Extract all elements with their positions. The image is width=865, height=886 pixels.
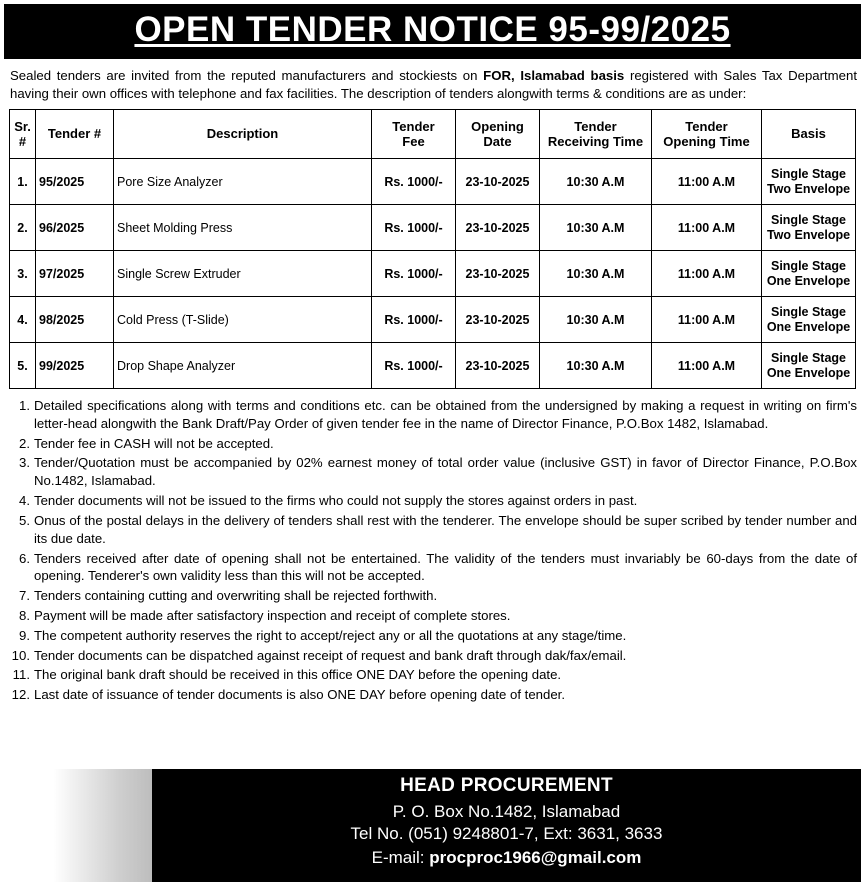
cell-opening-time: 11:00 A.M [652, 159, 762, 205]
tender-table [9, 109, 856, 389]
list-item: Tender fee in CASH will not be accepted. [34, 435, 274, 451]
col-header-rtime-line2: Receiving Time [547, 134, 644, 150]
footer-email-address[interactable]: procproc1966@gmail.com [429, 847, 642, 867]
cell-basis-line1: Single Stage [770, 258, 847, 273]
cell-date: 23-10-2025 [456, 297, 540, 343]
table-row [10, 205, 856, 251]
cell-fee: Rs. 1000/- [372, 251, 456, 297]
cell-sr: 3. [10, 251, 36, 297]
cell-description: Pore Size Analyzer [114, 159, 372, 205]
list-item: Tender documents will not be issued to the firms who could not supply the stores against orders in past. [34, 493, 638, 509]
col-header-fee-line1: Tender [392, 118, 435, 134]
page-title: OPEN TENDER NOTICE 95-99/2025 [134, 10, 731, 49]
cell-tender-no: 99/2025 [36, 343, 114, 389]
col-header-sr-line1: Sr. [14, 118, 31, 134]
tender-table-body [10, 159, 856, 389]
cell-basis-line2: One Envelope [766, 365, 851, 380]
cell-fee: Rs. 1000/- [372, 297, 456, 343]
col-header-date-line2: Date [483, 134, 512, 150]
list-item: The competent authority reserves the right to accept/reject any or all the quotations at any stage/time. [34, 627, 627, 643]
cell-basis-line1: Single Stage [770, 304, 847, 319]
cell-opening-time: 11:00 A.M [652, 343, 762, 389]
cell-receiving-time: 10:30 A.M [540, 343, 652, 389]
footer-section [0, 769, 865, 886]
cell-fee: Rs. 1000/- [372, 205, 456, 251]
list-item: Tenders containing cutting and overwriting shall be rejected forthwith. [34, 588, 438, 604]
cell-basis [762, 343, 856, 389]
intro-text-bold: FOR, Islamabad basis [483, 68, 625, 84]
cell-basis-line1: Single Stage [770, 166, 847, 181]
col-header-sr-line2: # [18, 134, 27, 150]
cell-basis [762, 205, 856, 251]
cell-fee: Rs. 1000/- [372, 159, 456, 205]
cell-basis-line2: Two Envelope [766, 227, 851, 242]
col-header-sr [10, 110, 36, 159]
cell-date: 23-10-2025 [456, 251, 540, 297]
intro-paragraph [0, 59, 865, 106]
col-header-basis: Basis [762, 110, 856, 159]
cell-basis-line2: One Envelope [766, 319, 851, 334]
col-header-fee [372, 110, 456, 159]
col-header-tender-no: Tender # [36, 110, 114, 159]
col-header-receiving-time [540, 110, 652, 159]
contact-block [152, 769, 861, 882]
col-header-date [456, 110, 540, 159]
table-row [10, 159, 856, 205]
list-item: Tenders received after date of opening shall not be entertained. The validity of the tenders must invariably be 60-days from the date of opening. Tenderer's own validity less than this will not be accepted. [34, 550, 857, 584]
footer-heading: HEAD PROCUREMENT [400, 775, 613, 796]
table-row [10, 251, 856, 297]
notice-title-bar [4, 4, 861, 59]
cell-basis [762, 159, 856, 205]
cell-description: Sheet Molding Press [114, 205, 372, 251]
tender-table-header [10, 110, 856, 159]
cell-tender-no: 95/2025 [36, 159, 114, 205]
cell-receiving-time: 10:30 A.M [540, 205, 652, 251]
col-header-fee-line2: Fee [402, 134, 425, 150]
cell-sr: 5. [10, 343, 36, 389]
intro-text-part1: Sealed tenders are invited from the reputed manufacturers and stockiests on [10, 68, 484, 84]
list-item: The original bank draft should be received in this office ONE DAY before the opening date. [34, 667, 562, 683]
table-header-row [10, 110, 856, 159]
cell-basis [762, 251, 856, 297]
col-header-date-line1: Opening [471, 118, 524, 134]
cell-opening-time: 11:00 A.M [652, 251, 762, 297]
cell-sr: 1. [10, 159, 36, 205]
cell-description: Single Screw Extruder [114, 251, 372, 297]
col-header-otime-line2: Opening Time [663, 134, 750, 150]
cell-fee: Rs. 1000/- [372, 343, 456, 389]
cell-basis [762, 297, 856, 343]
footer-phone: Tel No. (051) 9248801-7, Ext: 3631, 3633 [350, 824, 663, 844]
cell-basis-line2: One Envelope [766, 273, 851, 288]
list-item: Payment will be made after satisfactory inspection and receipt of complete stores. [34, 607, 511, 623]
list-item: Detailed specifications along with terms and conditions etc. can be obtained from the undersigned by making a request in writing on firm's letter-head alongwith the Bank Draft/Pay Order of given tender fee in the name of Director Finance, P.O.Box 1482, Islamabad. [34, 398, 857, 431]
table-row [10, 343, 856, 389]
terms-conditions-list [0, 397, 865, 704]
table-row [10, 297, 856, 343]
cell-receiving-time: 10:30 A.M [540, 159, 652, 205]
cell-receiving-time: 10:30 A.M [540, 297, 652, 343]
footer-email-label: E-mail: [371, 847, 430, 867]
cell-tender-no: 97/2025 [36, 251, 114, 297]
footer-address: P. O. Box No.1482, Islamabad [392, 802, 621, 821]
cell-opening-time: 11:00 A.M [652, 297, 762, 343]
list-item: Tender/Quotation must be accompanied by 02% earnest money of total order value (inclusive GST) in favor of Director Finance, P.O.Box No.1482, Islamabad. [34, 455, 857, 489]
cell-description: Cold Press (T-Slide) [114, 297, 372, 343]
list-item: Tender documents can be dispatched against receipt of request and bank draft through dak/fax/email. [34, 647, 627, 663]
col-header-opening-time [652, 110, 762, 159]
cell-sr: 4. [10, 297, 36, 343]
cell-date: 23-10-2025 [456, 159, 540, 205]
cell-description: Drop Shape Analyzer [114, 343, 372, 389]
col-header-otime-line1: Tender [685, 118, 728, 134]
cell-date: 23-10-2025 [456, 343, 540, 389]
col-header-description: Description [114, 110, 372, 159]
intro-text-part2: registered with Sales Tax Department having their own offices with telephone and fax facilities. The description of tenders alongwith terms & conditions are as under: [10, 68, 857, 101]
cell-basis-line2: Two Envelope [766, 181, 851, 196]
cell-tender-no: 96/2025 [36, 205, 114, 251]
footer-gradient-decoration [0, 769, 152, 882]
cell-sr: 2. [10, 205, 36, 251]
footer-email-line [152, 846, 861, 870]
cell-tender-no: 98/2025 [36, 297, 114, 343]
list-item: Last date of issuance of tender documents is also ONE DAY before opening date of tender. [34, 687, 566, 703]
cell-basis-line1: Single Stage [770, 350, 847, 365]
cell-opening-time: 11:00 A.M [652, 205, 762, 251]
list-item: Onus of the postal delays in the delivery of tenders shall rest with the tenderer. The envelope should be super scribed by tender number and its due date. [34, 512, 857, 546]
cell-receiving-time: 10:30 A.M [540, 251, 652, 297]
cell-date: 23-10-2025 [456, 205, 540, 251]
cell-basis-line1: Single Stage [770, 212, 847, 227]
col-header-rtime-line1: Tender [574, 118, 617, 134]
